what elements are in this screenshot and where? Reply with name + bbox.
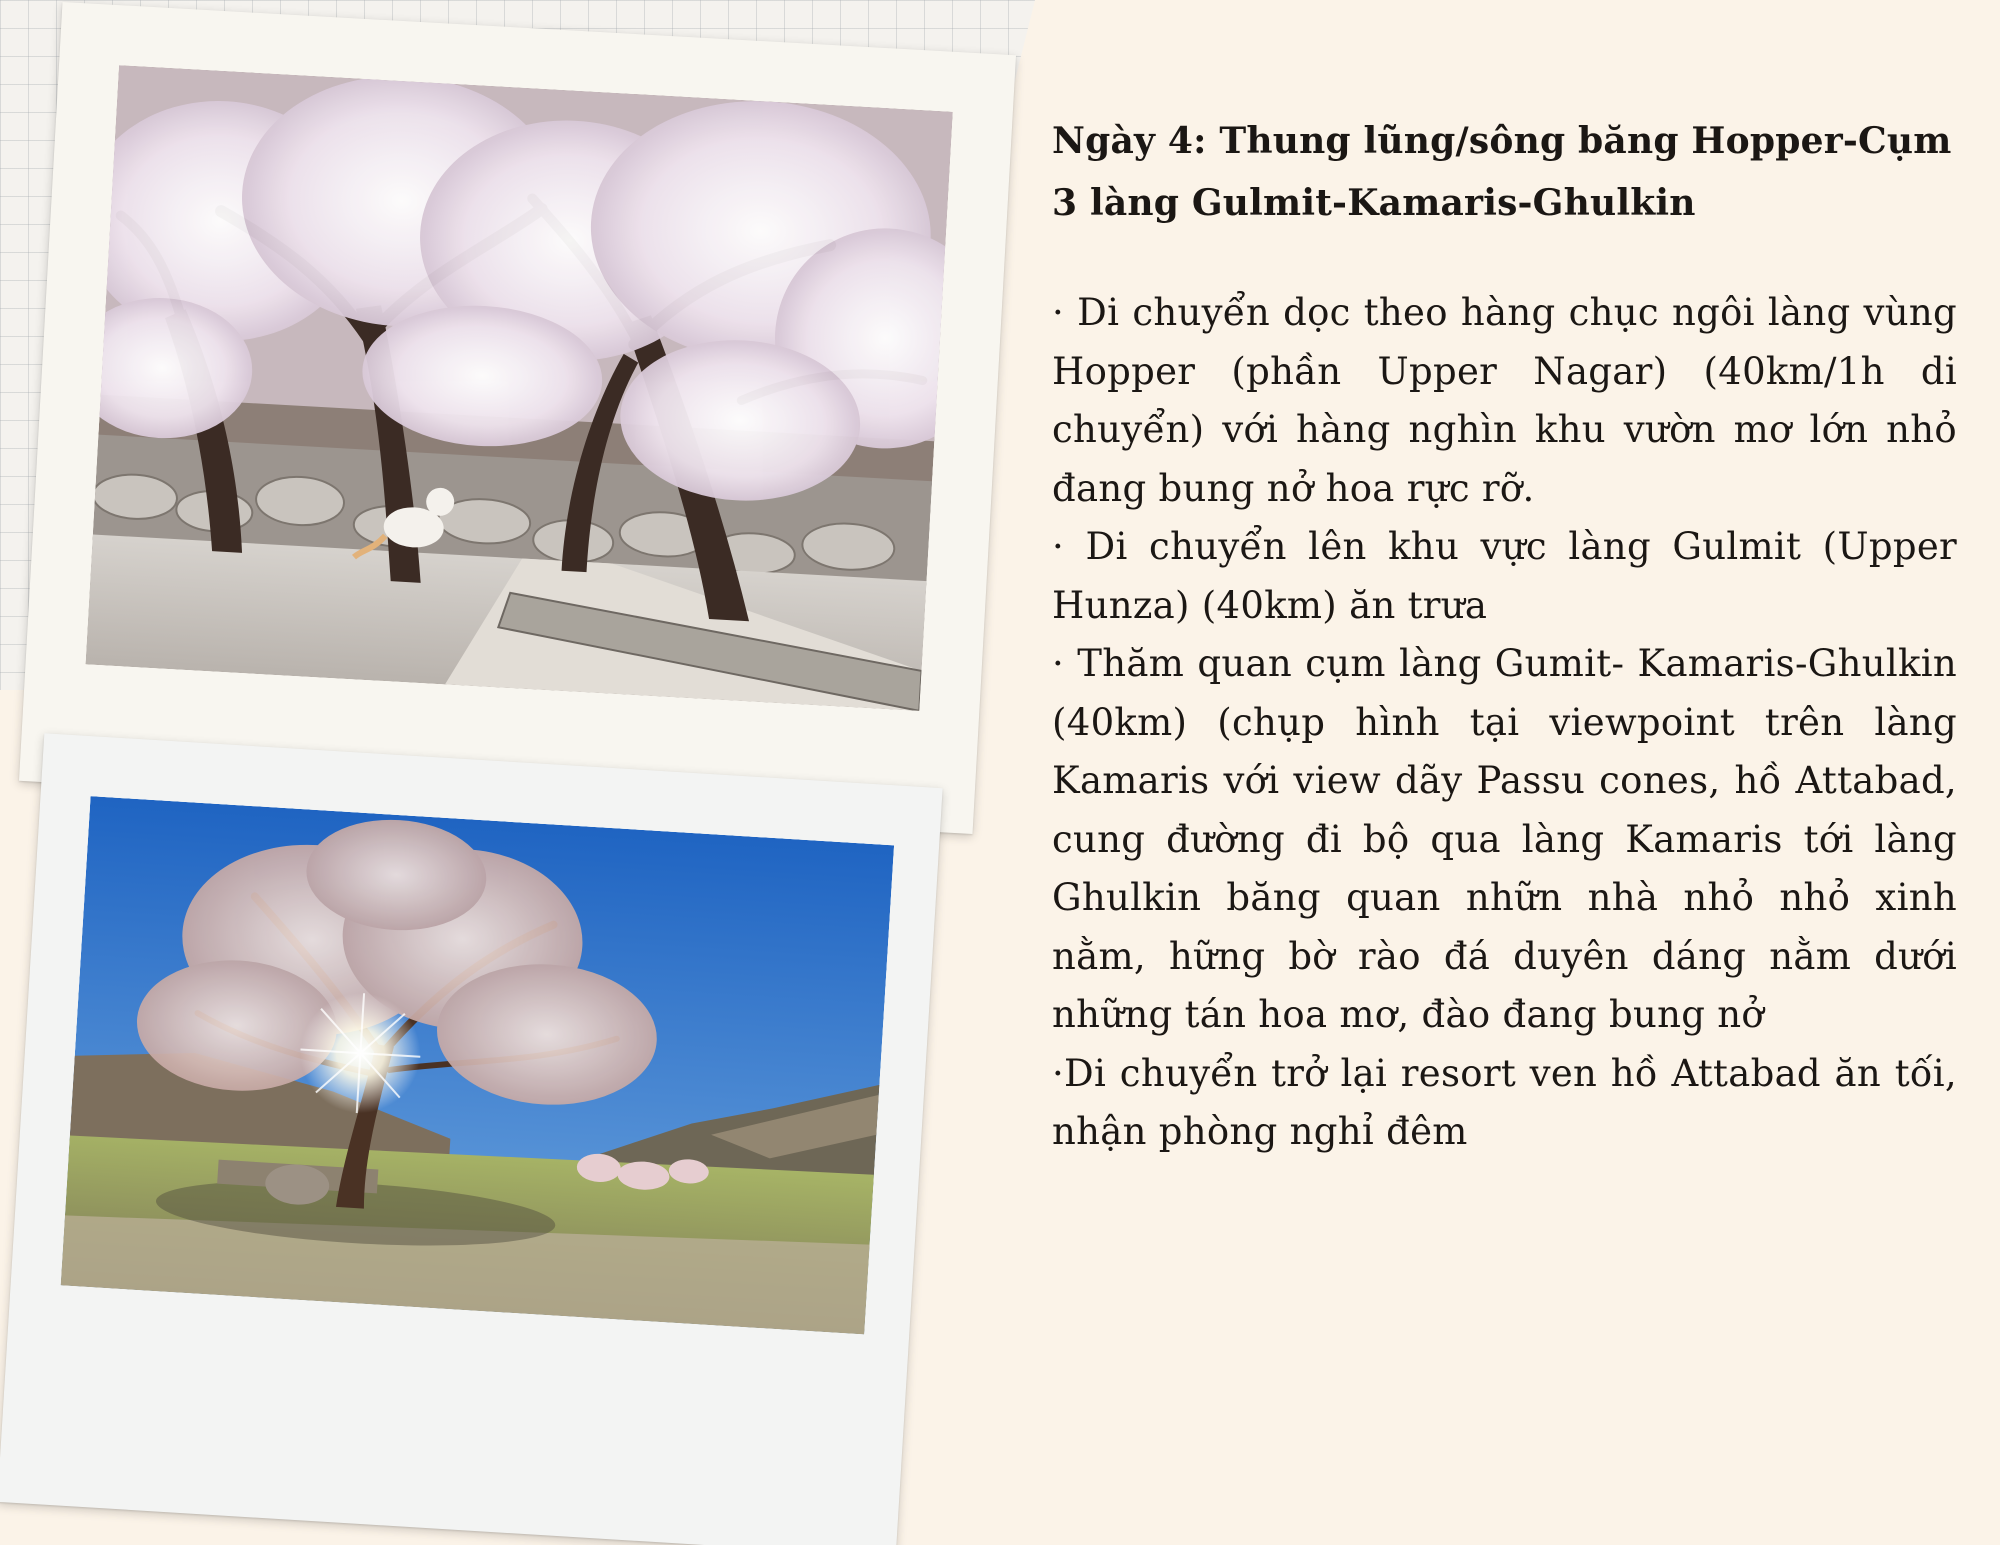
itinerary-paragraph: · Di chuyển lên khu vực làng Gulmit (Upper Hunza) (40km) ăn trưa — [1052, 525, 1957, 627]
day-title: Ngày 4: Thung lũng/sông băng Hopper-Cụm 3 làng Gulmit-Kamaris-Ghulkin — [1052, 120, 1952, 224]
itinerary-body — [1052, 284, 1957, 1162]
itinerary-paragraph: · Di chuyển dọc theo hàng chục ngôi làng vùng Hopper (phần Upper Nagar) (40km/1h di chuyển) với hàng nghìn khu vườn mơ lớn nhỏ đang bung nở hoa rực rỡ. — [1052, 291, 1957, 510]
photo-frame-top — [19, 2, 1016, 834]
itinerary-paragraph: · Thăm quan cụm làng Gumit- Kamaris-Ghulkin (40km) (chụp hình tại viewpoint trên làng Kamaris với view dãy Passu cones, hồ Attabad, cung đường đi bộ qua làng Kamaris tới làng Ghulkin băng quan nhữn nhà nhỏ nhỏ xinh nằm, hững bờ rào đá duyên dáng nằm dưới những tán hoa mơ, đào đang bung nở — [1052, 642, 1957, 1036]
itinerary-paragraph: ·Di chuyển trở lại resort ven hồ Attabad ăn tối, nhận phòng nghỉ đêm — [1052, 1051, 1957, 1153]
photo-frame-bottom — [0, 733, 943, 1545]
apricot-blossom-orchard-photo — [86, 65, 953, 711]
lone-apricot-tree-photo — [61, 796, 894, 1334]
itinerary-text-block — [1052, 110, 1957, 1162]
